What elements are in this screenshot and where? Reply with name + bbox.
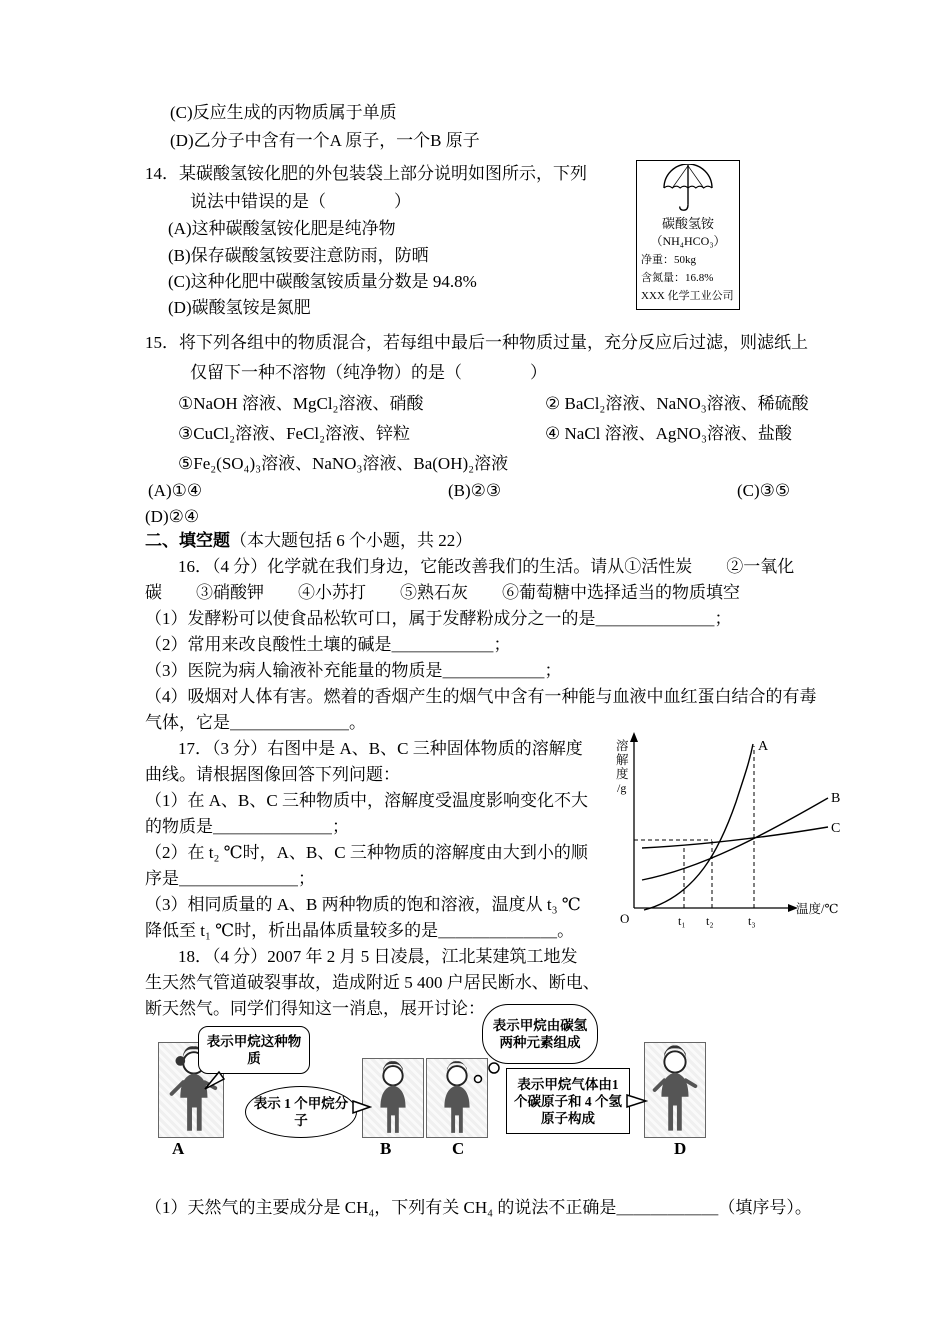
tick-t2: t₂ xyxy=(706,914,714,928)
q16-blank-4b: 气体，它是＿＿＿＿＿＿＿。 xyxy=(145,713,366,732)
q14-option-c: (C)这种化肥中碳酸氢铵质量分数是 94.8% xyxy=(168,272,477,291)
q13-option-c: (C)反应生成的丙物质属于单质 xyxy=(170,103,397,122)
umbrella-icon xyxy=(660,164,716,212)
q14-option-b: (B)保存碳酸氢铵要注意防雨，防晒 xyxy=(168,246,429,265)
q14-stem-line1: 14．某碳酸氢铵化肥的外包装袋上部分说明如图所示，下列 xyxy=(145,164,587,183)
speech-bubble-a: 表示甲烷这种物质 xyxy=(198,1026,310,1074)
speech-bubble-b-tail xyxy=(352,1098,372,1116)
q15-answer-a: (A)①④ xyxy=(148,481,203,500)
q15-stem-line2: 仅留下一种不溶物（纯净物）的是（ ） xyxy=(190,363,547,382)
q17-line-1: 17．（3 分）右图中是 A、B、C 三种固体物质的溶解度 xyxy=(178,739,583,758)
q15-answer-d: (D)②④ xyxy=(145,507,200,526)
q16-line-2: 碳 ③硝酸钾 ④小苏打 ⑤熟石灰 ⑥葡萄糖中选择适当的物质填空 xyxy=(145,583,740,602)
section2-subtitle: （本大题包括 6 个小题，共 22） xyxy=(230,531,473,550)
speech-bubble-b: 表示 1 个甲烷分子 xyxy=(245,1086,357,1138)
q14-option-a: (A)这种碳酸氢铵化肥是纯净物 xyxy=(168,219,396,238)
y-axis-label-char1: 溶 xyxy=(616,739,629,753)
origin-label: O xyxy=(620,911,630,926)
q14-stem-line2: 说法中错误的是（ ） xyxy=(190,192,411,211)
figure-b-person-icon xyxy=(363,1059,423,1137)
tick-t1: t₁ xyxy=(678,914,686,928)
speech-bubble-d: 表示甲烷气体由1个碳原子和 4 个氢原子构成 xyxy=(506,1068,630,1134)
curve-label-a: A xyxy=(758,739,769,754)
curve-b xyxy=(642,798,828,880)
q17-blank-3a: （3）相同质量的 A、B 两种物质的饱和溶液，温度从 t₃ ℃ xyxy=(145,895,581,914)
q17-blank-3b: 降低至 t₁ ℃时，析出晶体质量较多的是＿＿＿＿＿＿＿。 xyxy=(145,921,575,940)
q15-answer-c: (C)③⑤ xyxy=(737,481,791,500)
section2-title: 二、填空题 xyxy=(145,531,230,550)
figure-d-person-icon xyxy=(645,1043,705,1137)
y-axis-arrow xyxy=(630,732,638,742)
q15-group-3: ③CuCl₂溶液、FeCl₂溶液、锌粒 xyxy=(178,424,411,443)
q13-option-d: (D)乙分子中含有一个A 原子，一个B 原子 xyxy=(170,131,480,150)
q15-group-2: ② BaCl₂溶液、NaNO₃溶液、稀硫酸 xyxy=(545,394,809,413)
q16-line-1: 16．（4 分）化学就在我们身边，它能改善我们的生活。请从①活性炭 ②一氧化 xyxy=(178,557,795,576)
thought-bubble-c-dots xyxy=(462,1060,506,1088)
q17-blank-1b: 的物质是＿＿＿＿＿＿＿； xyxy=(145,817,349,836)
q16-blank-1: （1）发酵粉可以使食品松软可口，属于发酵粉成分之一的是＿＿＿＿＿＿＿； xyxy=(145,609,732,628)
q18-sub1: （1）天然气的主要成分是 CH₄，下列有关 CH₄ 的说法不正确是＿＿＿＿＿＿（填序号）。 xyxy=(145,1198,812,1217)
curve-label-c: C xyxy=(831,821,841,836)
fertilizer-weight: 净重：50kg xyxy=(641,254,696,266)
fertilizer-label xyxy=(636,160,740,310)
tick-t3: t₃ xyxy=(748,914,756,928)
figure-d-label: D xyxy=(674,1139,687,1158)
fertilizer-nitrogen: 含氮量：16.8% xyxy=(641,272,714,284)
q17-blank-1a: （1）在 A、B、C 三种物质中，溶解度受温度影响变化不大 xyxy=(145,791,588,810)
q18-line-2: 生天然气管道破裂事故，造成附近 5 400 户居民断水、断电、 xyxy=(145,973,600,992)
figure-d xyxy=(644,1042,706,1138)
q15-group-4: ④ NaCl 溶液、AgNO₃溶液、盐酸 xyxy=(545,424,792,443)
x-axis-label: 温度/℃ xyxy=(796,902,839,916)
q16-blank-2: （2）常用来改良酸性土壤的碱是＿＿＿＿＿＿； xyxy=(145,635,511,654)
q15-group-1: ①NaOH 溶液、MgCl₂溶液、硝酸 xyxy=(178,394,424,413)
y-axis-label-char2: 解 xyxy=(616,753,629,767)
figure-b-label: B xyxy=(380,1139,392,1158)
thought-bubble-c: 表示甲烷由碳氢两种元素组成 xyxy=(482,1004,598,1064)
curve-label-b: B xyxy=(831,791,841,806)
q17-blank-2a: （2）在 t₂ ℃时，A、B、C 三种物质的溶解度由大到小的顺 xyxy=(145,843,588,862)
figure-a-label: A xyxy=(172,1139,185,1158)
q17-blank-2b: 序是＿＿＿＿＿＿＿； xyxy=(145,869,315,888)
fertilizer-formula: （NH₄HCO₃） xyxy=(650,234,726,248)
q18-line-3: 断天然气。同学们得知这一消息，展开讨论： xyxy=(145,999,485,1018)
q17-line-2: 曲线。请根据图像回答下列问题： xyxy=(145,765,400,784)
curve-a xyxy=(644,744,753,910)
solubility-chart xyxy=(612,728,844,940)
figure-c-label: C xyxy=(452,1139,465,1158)
y-axis-label-char3: 度 xyxy=(616,767,629,781)
fertilizer-name: 碳酸氢铵 xyxy=(661,216,714,231)
q15-group-5: ⑤Fe₂(SO₄)₃溶液、NaNO₃溶液、Ba(OH)₂溶液 xyxy=(178,454,509,473)
fertilizer-company: XXX 化学工业公司 xyxy=(641,290,734,302)
section2-header xyxy=(145,531,472,551)
q16-blank-4a: （4）吸烟对人体有害。燃着的香烟产生的烟气中含有一种能与血液中血红蛋白结合的有毒 xyxy=(145,687,817,706)
speech-bubble-d-tail xyxy=(626,1092,648,1110)
q16-blank-3: （3）医院为病人输液补充能量的物质是＿＿＿＿＿＿； xyxy=(145,661,562,680)
q15-stem-line1: 15．将下列各组中的物质混合，若每组中最后一种物质过量，充分反应后过滤，则滤纸上 xyxy=(145,333,808,352)
q15-answer-b: (B)②③ xyxy=(448,481,502,500)
y-axis-unit: /g xyxy=(617,781,627,795)
q18-line-1: 18．（4 分）2007 年 2 月 5 日凌晨，江北某建筑工地发 xyxy=(178,947,578,966)
speech-bubble-a-tail xyxy=(202,1070,226,1092)
curve-c xyxy=(642,827,828,848)
q14-option-d: (D)碳酸氢铵是氮肥 xyxy=(168,298,311,317)
